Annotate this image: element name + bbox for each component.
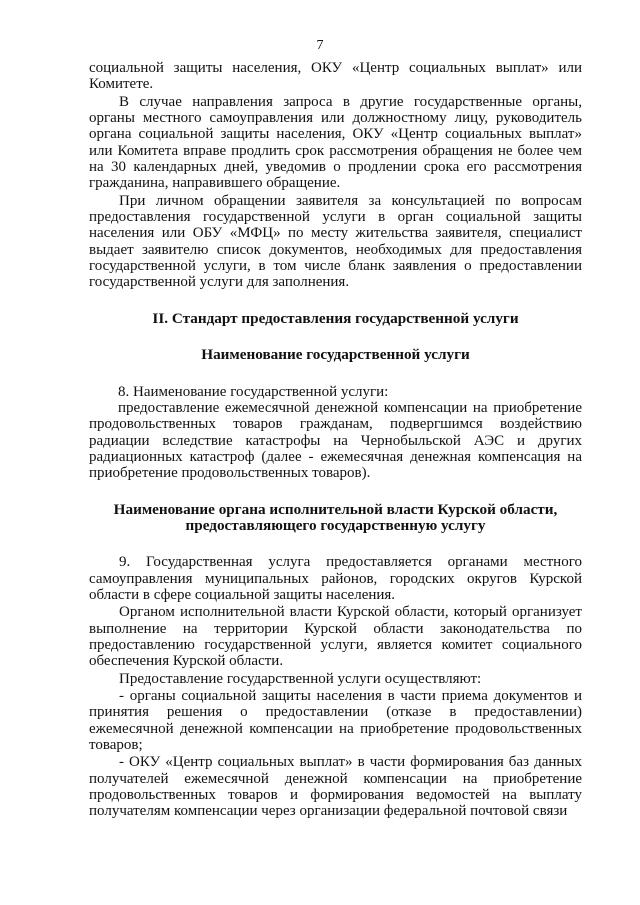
authority-paragraph-1: 9. Государственная услуга предоставляется органами местного самоуправления муниципальных районов, городских округов Курской области в сфере социальной защиты населения. — [89, 554, 582, 603]
page-number: 7 — [316, 38, 324, 53]
subsection-title-authority — [89, 502, 582, 535]
authority-title-line-2: предоставляющего государственную услугу — [185, 516, 486, 534]
document-content — [89, 60, 582, 820]
intro-paragraph-2: В случае направления запроса в другие государственные органы, органы местного самоуправления или должностному лицу, руководитель органа социальной защиты населения, ОКУ «Центр социальных выплат» или Комитета вправе продлить срок рассмотрения обращения не более чем на 30 календарных дней, уведомив о продлении срока его рассмотрения гражданина, направившего обращение. — [89, 93, 582, 192]
naming-item: 8. Наименование государственной услуги: — [118, 383, 389, 400]
intro-paragraph-3: При личном обращении заявителя за консультацией по вопросам предоставления государственной услуги в орган социальной защиты населения или ОБУ «МФЦ» по месту жительства заявителя, специалист выдает заявителю список документов, необходимых для предоставления государственной услуги, в том числе бланк заявления о предоставлении государственной услуги для заполнения. — [89, 192, 582, 291]
intro-paragraph-1: социальной защиты населения, ОКУ «Центр социальных выплат» или Комитете. — [89, 60, 582, 93]
naming-text: предоставление ежемесячной денежной компенсации на приобретение продовольственных товаров гражданам, подвергшимся воздействию радиации вследствие катастрофы на Чернобыльской АЭС и других радиационных катастроф (далее - ежемесячная денежная компенсация на приобретение продовольственных товаров). — [89, 399, 582, 482]
authority-paragraph-4: - органы социальной защиты населения в части приема документов и принятия решения о предоставлении (отказе в предоставлении) ежемесячной денежной компенсации на приобретение продовольственных товаров; — [89, 688, 582, 754]
authority-paragraph-3: Предоставление государственной услуги осуществляют: — [119, 670, 482, 687]
section-title: II. Стандарт предоставления государственной услуги — [152, 309, 519, 327]
authority-paragraph-5: - ОКУ «Центр социальных выплат» в части формирования баз данных получателей ежемесячной денежной компенсации на приобретение продовольственных товаров и формирования ведомостей на выплату получателям компенсации через организации федеральной почтовой связи — [89, 754, 582, 820]
subsection-title-naming: Наименование государственной услуги — [201, 346, 470, 364]
authority-paragraph-2: Органом исполнительной власти Курской области, который организует выполнение на территории Курской области законодательства по предоставлению государственной услуги, является комитет социального обеспечения Курской области. — [89, 604, 582, 670]
authority-title-line-1: Наименование органа исполнительной власти Курской области, — [113, 500, 558, 518]
